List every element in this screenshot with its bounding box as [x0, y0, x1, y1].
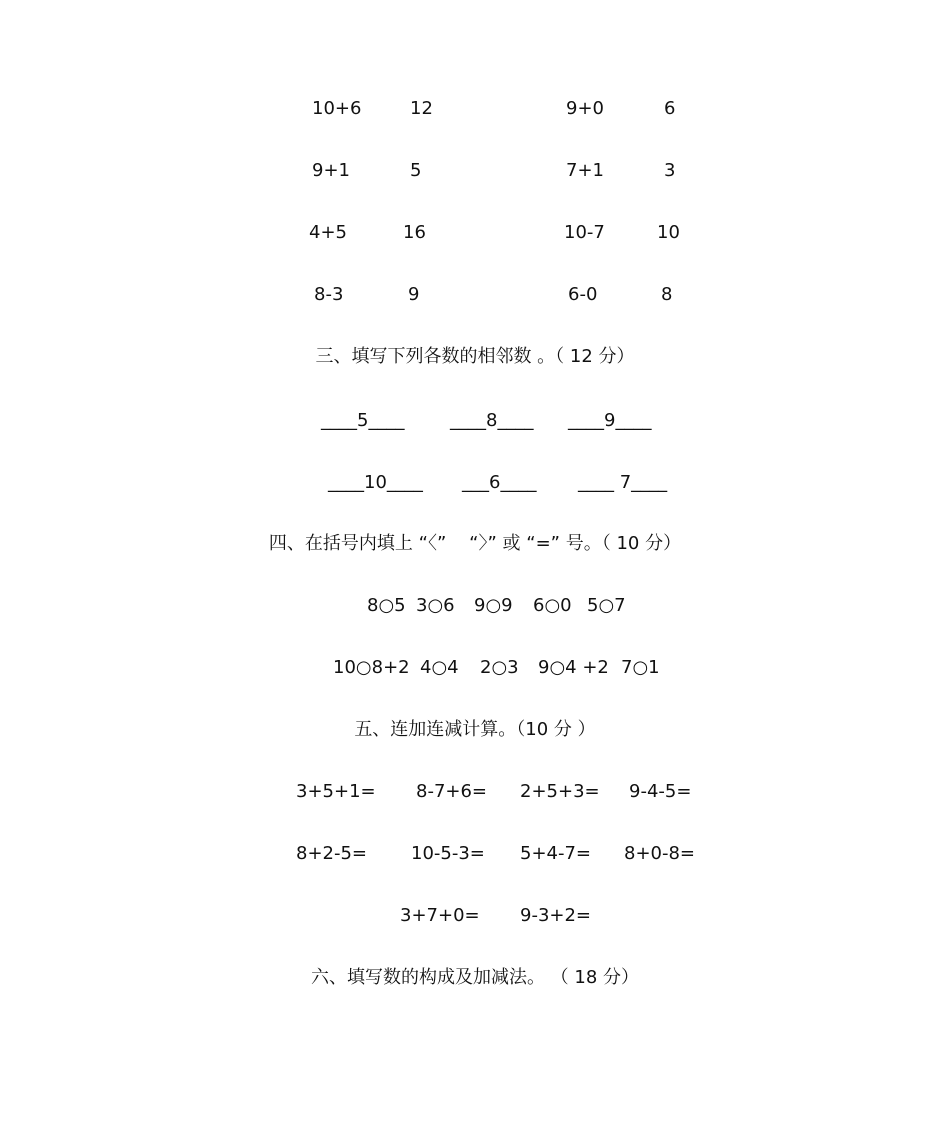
calc-problem: 2+5+3= — [520, 781, 600, 802]
match-left-number: 16 — [403, 222, 426, 243]
calc-problem: 8+0-8= — [624, 843, 696, 864]
section-5-heading: 五、连加连减计算。（10 分 ） — [354, 719, 596, 740]
calc-problem: 3+5+1= — [296, 781, 376, 802]
neighbor-blank: ____ 7____ — [578, 472, 668, 493]
calc-problem: 5+4-7= — [520, 843, 592, 864]
compare-item: 3○6 — [416, 595, 455, 616]
calc-problem: 8+2-5= — [296, 843, 368, 864]
compare-item: 5○7 — [587, 595, 626, 616]
match-right-number: 10 — [657, 222, 680, 243]
compare-item: 9○4 +2 — [538, 657, 609, 678]
neighbor-blank: ____5____ — [321, 410, 405, 431]
compare-item: 9○9 — [474, 595, 513, 616]
compare-item: 6○0 — [533, 595, 572, 616]
compare-item: 8○5 — [367, 595, 406, 616]
section-6-heading: 六、填写数的构成及加减法。 （ 18 分） — [310, 967, 640, 988]
match-left-expression: 4+5 — [309, 222, 347, 243]
match-right-number: 6 — [664, 98, 676, 119]
match-right-expression: 9+0 — [566, 98, 604, 119]
compare-item: 2○3 — [480, 657, 519, 678]
neighbor-blank: ____10____ — [328, 472, 423, 493]
match-right-expression: 10-7 — [564, 222, 605, 243]
match-right-expression: 6-0 — [568, 284, 598, 305]
match-left-number: 12 — [410, 98, 433, 119]
calc-problem: 3+7+0= — [400, 905, 480, 926]
match-left-expression: 9+1 — [312, 160, 350, 181]
section-4-heading: 四、在括号内填上 “〈” “〉” 或 “=” 号。（ 10 分） — [268, 533, 682, 554]
compare-item: 7○1 — [621, 657, 660, 678]
match-right-expression: 7+1 — [566, 160, 604, 181]
calc-problem: 9-3+2= — [520, 905, 592, 926]
section-3-heading: 三、填写下列各数的相邻数 。（ 12 分） — [315, 346, 635, 367]
match-left-expression: 10+6 — [312, 98, 362, 119]
neighbor-blank: ___6____ — [462, 472, 537, 493]
compare-item: 4○4 — [420, 657, 459, 678]
calc-problem: 10-5-3= — [411, 843, 485, 864]
compare-item: 10○8+2 — [333, 657, 410, 678]
match-right-number: 8 — [661, 284, 673, 305]
match-left-number: 9 — [408, 284, 420, 305]
calc-problem: 9-4-5= — [629, 781, 692, 802]
match-left-expression: 8-3 — [314, 284, 344, 305]
neighbor-blank: ____9____ — [568, 410, 652, 431]
neighbor-blank: ____8____ — [450, 410, 534, 431]
match-right-number: 3 — [664, 160, 676, 181]
match-left-number: 5 — [410, 160, 422, 181]
calc-problem: 8-7+6= — [416, 781, 488, 802]
